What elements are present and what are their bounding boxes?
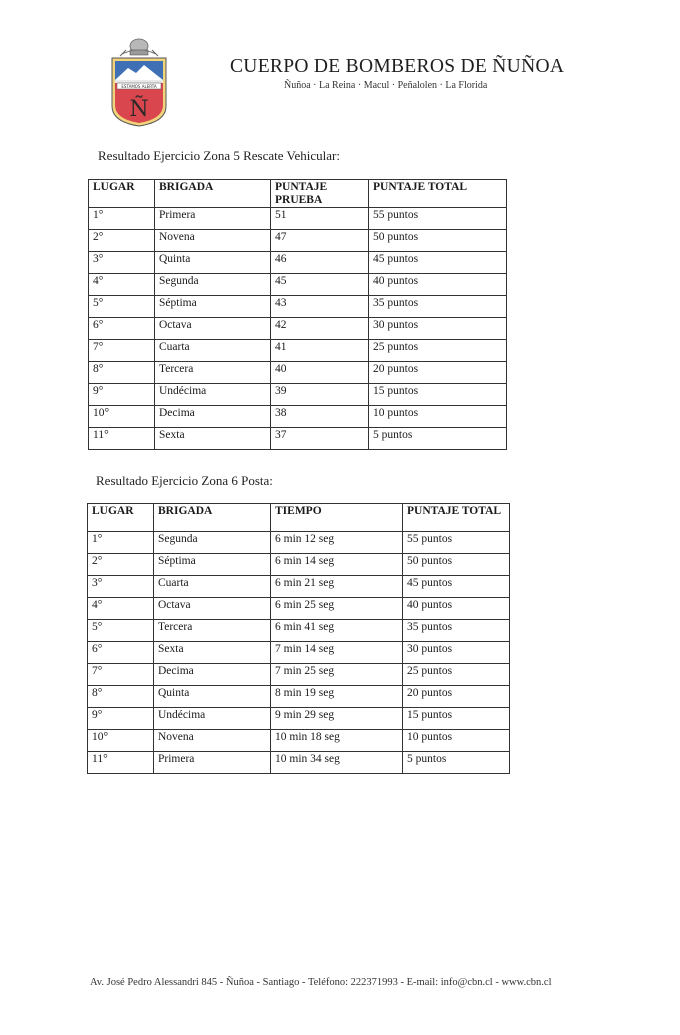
table-cell: 55 puntos [403,532,510,554]
table-cell: Sexta [154,642,271,664]
table-cell: 6 min 21 seg [271,576,403,598]
column-header: BRIGADA [155,180,271,208]
table-cell: 30 puntos [369,318,507,340]
table-cell: Octava [154,598,271,620]
table-cell: 6° [89,318,155,340]
table-row [88,598,510,620]
table-cell: 1° [89,208,155,230]
table-cell: 20 puntos [369,362,507,384]
table-cell: 30 puntos [403,642,510,664]
table-cell: 4° [88,598,154,620]
table-cell: 35 puntos [369,296,507,318]
footer-contact: Av. José Pedro Alessandri 845 - Ñuñoa - Santiago - Teléfono: 222371993 - E-mail: info@cbn.cl - www.cbn.cl [90,977,552,988]
table-cell: 6 min 12 seg [271,532,403,554]
table-row [89,296,507,318]
table-cell: 40 puntos [403,598,510,620]
table-cell: Séptima [155,296,271,318]
svg-text:Ñ: Ñ [129,97,149,122]
table-row [88,532,510,554]
table-cell: Novena [154,730,271,752]
table-cell: 40 [271,362,369,384]
table-cell: 51 [271,208,369,230]
table-cell: 46 [271,252,369,274]
table-row [89,252,507,274]
table-cell: 7° [89,340,155,362]
table-cell: 35 puntos [403,620,510,642]
table-cell: Decima [155,406,271,428]
table-row [88,576,510,598]
table-row [89,384,507,406]
table-row [89,318,507,340]
table-cell: 55 puntos [369,208,507,230]
table-cell: 50 puntos [369,230,507,252]
table-cell: 45 puntos [369,252,507,274]
table-cell: 10° [89,406,155,428]
table-row [88,730,510,752]
table-cell: 8° [88,686,154,708]
organization-title: CUERPO DE BOMBEROS DE ÑUÑOA [230,56,565,77]
table-row [89,208,507,230]
table-cell: 6 min 41 seg [271,620,403,642]
table-cell: 42 [271,318,369,340]
table-cell: 37 [271,428,369,450]
table-cell: 9° [89,384,155,406]
table-cell: 10 puntos [403,730,510,752]
table-row [88,664,510,686]
table-cell: 6 min 25 seg [271,598,403,620]
table-row [88,554,510,576]
table-cell: 39 [271,384,369,406]
column-header: TIEMPO [271,504,403,532]
table-cell: 25 puntos [403,664,510,686]
table-cell: 38 [271,406,369,428]
table-cell: Cuarta [155,340,271,362]
table-header-row [88,504,510,532]
table-row [89,406,507,428]
column-header: PUNTAJE TOTAL [403,504,510,532]
table-row [88,686,510,708]
table-cell: 47 [271,230,369,252]
table-cell: 9 min 29 seg [271,708,403,730]
table-row [89,362,507,384]
table-cell: 10 min 18 seg [271,730,403,752]
table-cell: Novena [155,230,271,252]
table-cell: Séptima [154,554,271,576]
table-cell: Primera [154,752,271,774]
table-cell: Tercera [155,362,271,384]
table-cell: Primera [155,208,271,230]
table-cell: 20 puntos [403,686,510,708]
table-cell: 2° [89,230,155,252]
table-cell: Segunda [154,532,271,554]
table-cell: 43 [271,296,369,318]
table-cell: 41 [271,340,369,362]
organization-communes: Ñuñoa · La Reina · Macul · Peñalolen · La Florida [284,80,488,91]
table-cell: Tercera [154,620,271,642]
table-cell: Quinta [155,252,271,274]
table-cell: 25 puntos [369,340,507,362]
table-cell: 11° [88,752,154,774]
table-cell: 10 min 34 seg [271,752,403,774]
table-row [88,620,510,642]
table-cell: 3° [89,252,155,274]
table-cell: 8° [89,362,155,384]
crest-icon [120,39,158,56]
table-cell: 10° [88,730,154,752]
table-cell: Sexta [155,428,271,450]
table-cell: 9° [88,708,154,730]
table-cell: 7° [88,664,154,686]
table-cell: Undécima [155,384,271,406]
table-cell: 50 puntos [403,554,510,576]
table-header-row [89,180,507,208]
table-cell: Quinta [154,686,271,708]
table-cell: 3° [88,576,154,598]
table-cell: 5° [88,620,154,642]
column-header: PUNTAJE PRUEBA [271,180,369,208]
table-cell: 45 [271,274,369,296]
section-title-rescate-vehicular: Resultado Ejercicio Zona 5 Rescate Vehicular: [98,148,340,163]
table-cell: 5° [89,296,155,318]
table-row [89,274,507,296]
table-cell: 4° [89,274,155,296]
table-row [89,230,507,252]
table-cell: 2° [88,554,154,576]
svg-text:ESTAMOS ALERTA: ESTAMOS ALERTA [121,84,157,89]
table-cell: 10 puntos [369,406,507,428]
table-cell: 11° [89,428,155,450]
column-header: BRIGADA [154,504,271,532]
table-row [89,340,507,362]
table-cell: 1° [88,532,154,554]
table-cell: 7 min 14 seg [271,642,403,664]
table-row [88,708,510,730]
table-row [88,752,510,774]
table-cell: 45 puntos [403,576,510,598]
table-row [89,428,507,450]
column-header: PUNTAJE TOTAL [369,180,507,208]
section-title-posta: Resultado Ejercicio Zona 6 Posta: [96,473,273,488]
table-cell: 5 puntos [403,752,510,774]
table-cell: 40 puntos [369,274,507,296]
table-cell: 6° [88,642,154,664]
table-cell: Cuarta [154,576,271,598]
column-header: LUGAR [88,504,154,532]
table-cell: 6 min 14 seg [271,554,403,576]
fire-department-shield-logo [108,36,170,128]
results-table-rescate-vehicular [88,179,507,450]
table-cell: Octava [155,318,271,340]
results-table-posta [87,503,510,774]
table-cell: Undécima [154,708,271,730]
table-cell: 5 puntos [369,428,507,450]
table-cell: 8 min 19 seg [271,686,403,708]
column-header: LUGAR [89,180,155,208]
table-cell: Segunda [155,274,271,296]
table-cell: 15 puntos [369,384,507,406]
table-cell: Decima [154,664,271,686]
table-row [88,642,510,664]
table-cell: 7 min 25 seg [271,664,403,686]
table-cell: 15 puntos [403,708,510,730]
